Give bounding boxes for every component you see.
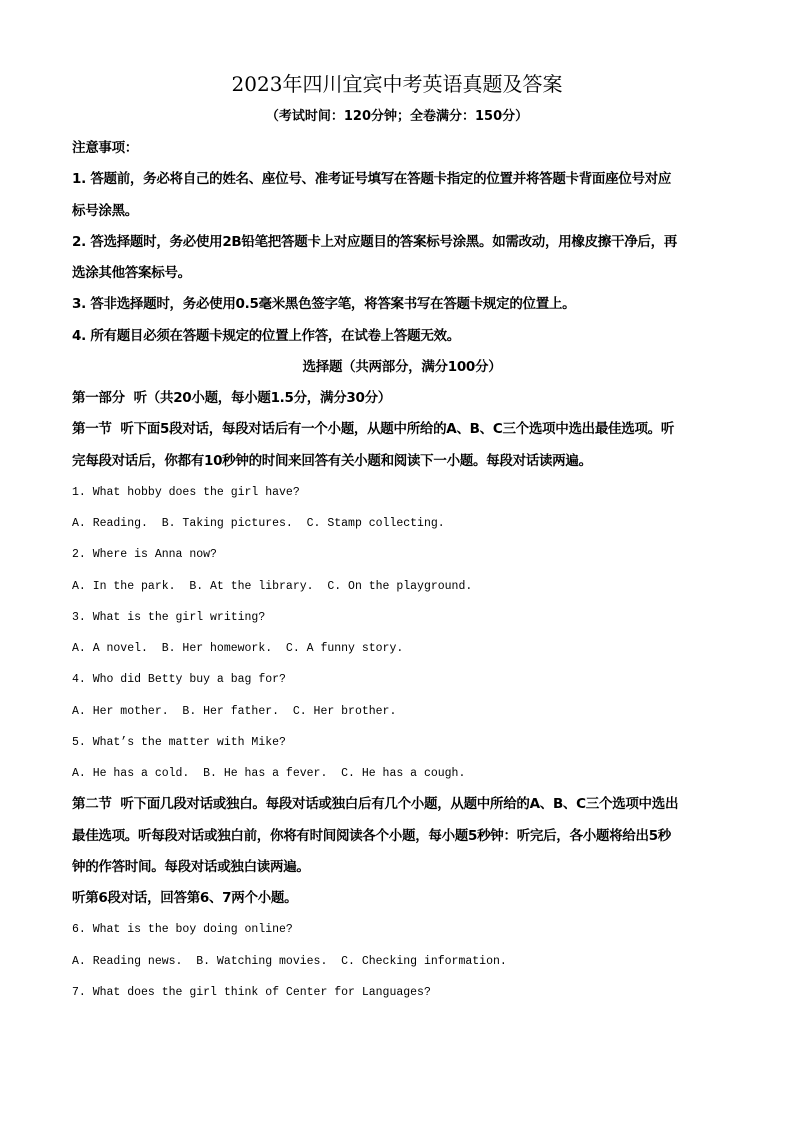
notice-item: 2. 答选择题时，务必使用2B铅笔把答题卡上对应题目的答案标号涂黑。如需改动，用橡皮擦干净后，再 [72,233,678,250]
question: 1. What hobby does the girl have? [72,485,300,499]
question: 7. What does the girl think of Center for Languages? [72,985,431,999]
question: 4. Who did Betty buy a bag for? [72,673,286,687]
notice-item: 3. 答非选择题时，务必使用0.5毫米黑色签字笔，将答案书写在答题卡规定的位置上。 [72,296,576,313]
section2-instructions: 钟的作答时间。每段对话或独白读两遍。 [72,858,310,875]
question-options: A. Reading news. B. Watching movies. C. Checking information. [72,954,507,968]
question: 5. What’s the matter with Mike? [72,735,286,749]
section2-instructions: 最佳选项。听每段对话或独白前，你将有时间阅读各个小题，每小题5秒钟：听完后，各小题将给出5秒 [72,827,671,844]
question-options: A. Reading. B. Taking pictures. C. Stamp collecting. [72,517,445,530]
question-options: A. Her mother. B. Her father. C. Her brother. [72,704,397,718]
notice-item: 1. 答题前，务必将自己的姓名、座位号、准考证号填写在答题卡指定的位置并将答题卡背面座位号对应 [72,171,672,188]
document-body [72,133,732,1008]
notice-item: 标号涂黑。 [72,202,138,219]
section-title: 选择题（共两部分，满分100分） [302,358,502,375]
question-options: A. A novel. B. Her homework. C. A funny story. [72,642,404,655]
part1-title: 第一部分 听（共20小题，每小题1.5分，满分30分） [72,390,391,406]
question: 3. What is the girl writing? [72,610,266,624]
question-options: A. He has a cold. B. He has a fever. C. He has a cough. [72,767,466,780]
question: 2. Where is Anna now? [72,548,217,562]
section2-instructions: 第二节 听下面几段对话或独白。每段对话或独白后有几个小题，从题中所给的A、B、C三个选项中选出 [72,796,679,813]
exam-info: （考试时间：120分钟；全卷满分：150分） [265,109,529,124]
question-options: A. In the park. B. At the library. C. On the playground. [72,579,473,593]
question: 6. What is the boy doing online? [72,923,293,937]
notice-item: 选涂其他答案标号。 [72,265,191,281]
section1-instructions: 第一节 听下面5段对话，每段对话后有一个小题，从题中所给的A、B、C三个选项中选出最佳选项。听 [72,421,675,438]
notice-item: 4. 所有题目必须在答题卡规定的位置上作答，在试卷上答题无效。 [72,327,460,344]
section1-instructions: 完每段对话后，你都有10秒钟的时间来回答有关小题和阅读下一小题。每段对话读两遍。 [72,452,592,469]
dialogue-heading: 听第6段对话，回答第6、7两个小题。 [72,890,298,906]
document-title: 2023年四川宜宾中考英语真题及答案 [231,72,563,96]
notice-heading: 注意事项： [72,140,138,156]
